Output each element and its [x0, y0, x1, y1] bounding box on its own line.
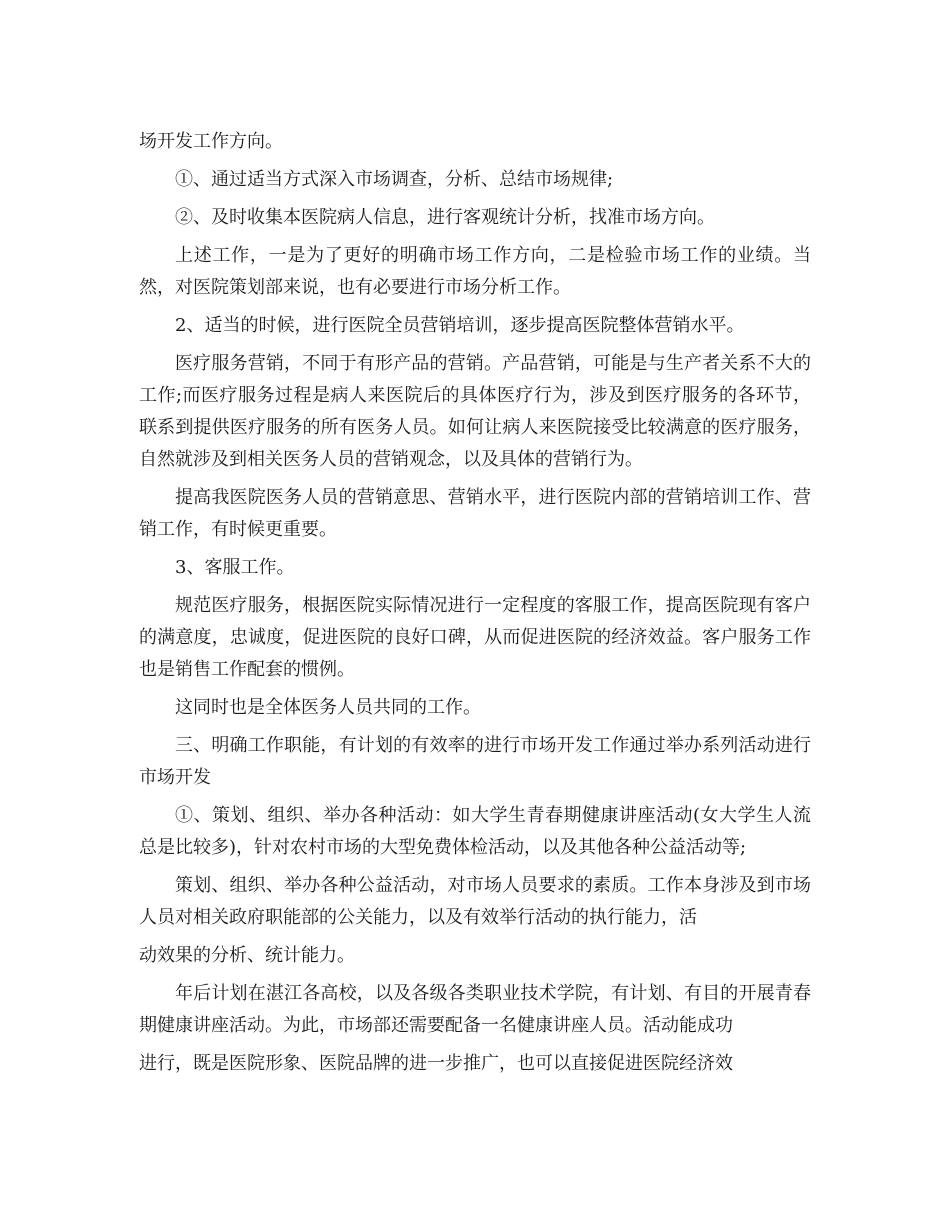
paragraph-11: 三、明确工作职能，有计划的有效率的进行市场开发工作通过举办系列活动进行市场开发 — [139, 735, 811, 788]
paragraph-12: ①、策划、组织、举办各种活动：如大学生青春期健康讲座活动(女大学生人流总是比较多)，针对农村市场的大型免费体检活动，以及其他各种公益活动等; — [139, 805, 811, 858]
paragraph-10: 这同时也是全体医务人员共同的工作。 — [175, 697, 481, 718]
paragraph-8: 3、客服工作。 — [175, 557, 295, 578]
paragraph-4: 上述工作，一是为了更好的明确市场工作方向，二是检验市场工作的业绩。当然，对医院策划部来说，也有必要进行市场分析工作。 — [139, 245, 811, 298]
paragraph-1: 场开发工作方向。 — [139, 131, 283, 152]
paragraph-9: 规范医疗服务，根据医院实际情况进行一定程度的客服工作，提高医院现有客户的满意度，忠诚度，促进医院的良好口碑，从而促进医院的经济效益。客户服务工作也是销售工作配套的惯例。 — [139, 595, 811, 680]
paragraph-3: ②、及时收集本医院病人信息，进行客观统计分析，找准市场方向。 — [175, 207, 715, 228]
paragraph-15: 年后计划在湛江各高校，以及各级各类职业技术学院，有计划、有目的开展青春期健康讲座活动。为此，市场部还需要配备一名健康讲座人员。活动能成功 — [139, 983, 811, 1036]
paragraph-5: 2、适当的时候，进行医院全员营销培训，逐步提高医院整体营销水平。 — [175, 315, 745, 336]
paragraph-16: 进行，既是医院形象、医院品牌的进一步推广，也可以直接促进医院经济效 — [139, 1053, 733, 1074]
document-body — [139, 126, 811, 1080]
paragraph-14: 动效果的分析、统计能力。 — [139, 945, 355, 966]
paragraph-6: 医疗服务营销，不同于有形产品的营销。产品营销，可能是与生产者关系不大的工作;而医疗服务过程是病人来医院后的具体医疗行为，涉及到医疗服务的各环节，联系到提供医疗服务的所有医务人员。如何让病人来医院接受比较满意的医疗服务，自然就涉及到相关医务人员的营销观念，以及具体的营销行为。 — [139, 353, 811, 470]
paragraph-13: 策划、组织、举办各种公益活动，对市场人员要求的素质。工作本身涉及到市场人员对相关政府职能部的公关能力，以及有效举行活动的执行能力，活 — [139, 875, 811, 928]
paragraph-2: ①、通过适当方式深入市场调查，分析、总结市场规律; — [175, 169, 614, 190]
paragraph-7: 提高我医院医务人员的营销意思、营销水平，进行医院内部的营销培训工作、营销工作，有时候更重要。 — [139, 487, 811, 540]
